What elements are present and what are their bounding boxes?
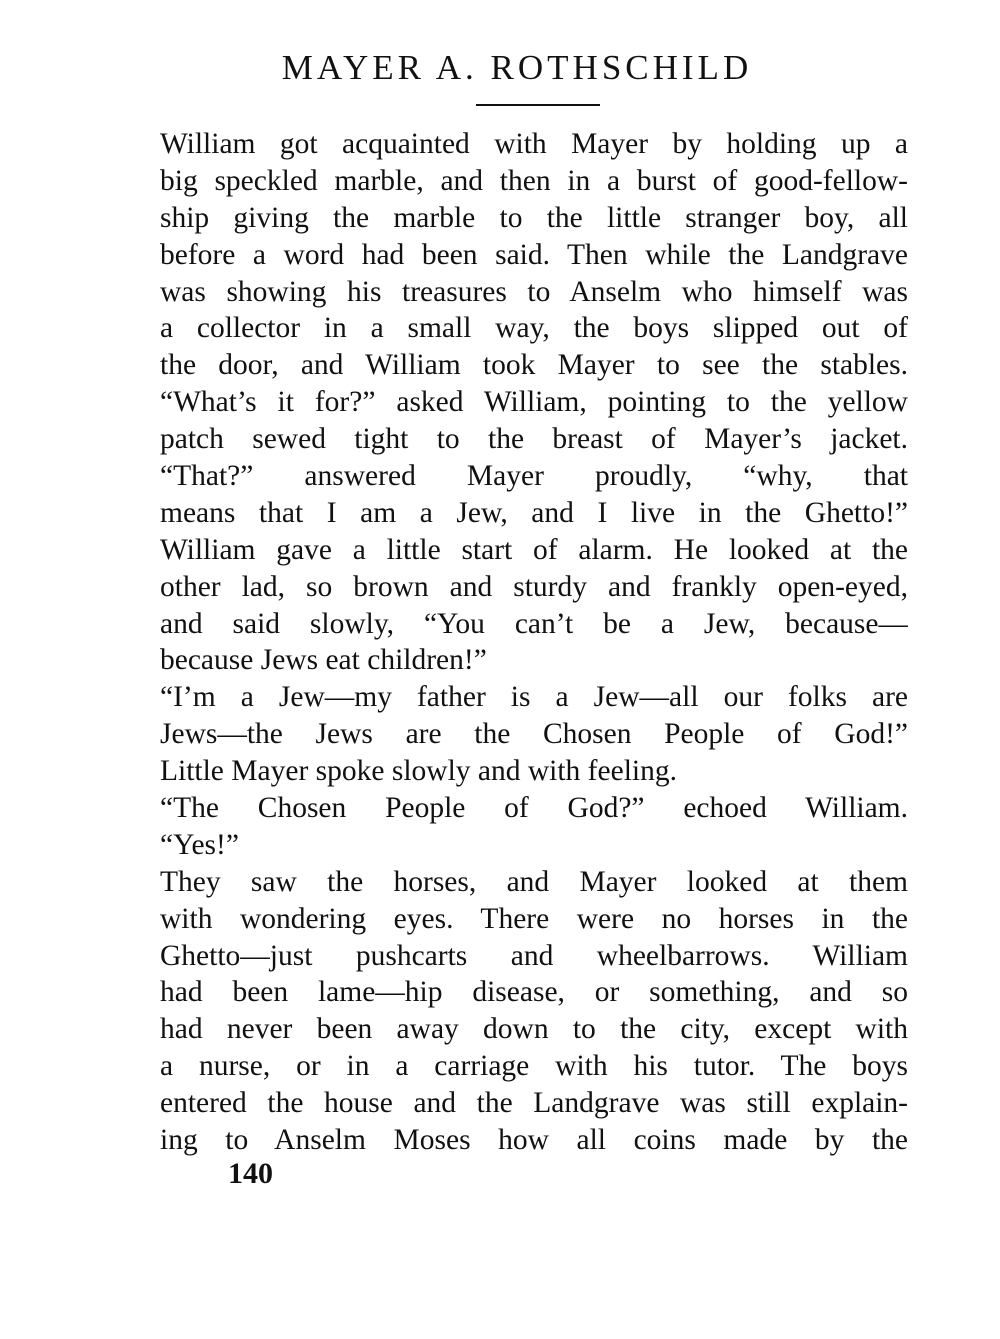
text-line: William gave a little start of alarm. He looked at the (160, 533, 908, 566)
text-line: “The Chosen People of God?” echoed William. (160, 792, 908, 825)
text-line: before a word had been said. Then while the Landgrave (160, 238, 908, 271)
text-line: “What’s it for?” asked William, pointing to the yellow (160, 386, 908, 419)
text-line: and said slowly, “You can’t be a Jew, because— (160, 607, 908, 640)
text-line: a collector in a small way, the boys slipped out of (160, 312, 908, 345)
text-line: ship giving the marble to the little stranger boy, all (160, 201, 908, 234)
text-line: “That?” answered Mayer proudly, “why, that (160, 460, 908, 493)
text-line: They saw the horses, and Mayer looked at them (160, 865, 908, 898)
text-line: means that I am a Jew, and I live in the Ghetto!” (160, 496, 908, 529)
page-number: 140 (228, 1157, 273, 1190)
text-line: entered the house and the Landgrave was still explain- (160, 1087, 908, 1120)
text-line: was showing his treasures to Anselm who himself was (160, 275, 908, 308)
text-line: ing to Anselm Moses how all coins made by the (160, 1124, 908, 1157)
text-line: “I’m a Jew—my father is a Jew—all our folks are (160, 681, 908, 714)
title-rule (476, 104, 600, 106)
text-line: Jews—the Jews are the Chosen People of God!” (160, 718, 908, 751)
text-line: with wondering eyes. There were no horses in the (160, 902, 908, 935)
running-title: MAYER A. ROTHSCHILD (281, 48, 753, 87)
text-line: William got acquainted with Mayer by holding up a (160, 128, 908, 160)
text-line: a nurse, or in a carriage with his tutor. The boys (160, 1050, 908, 1083)
text-line: had never been away down to the city, except with (160, 1013, 908, 1046)
text-line: patch sewed tight to the breast of Mayer’s jacket. (160, 423, 908, 456)
text-line: had been lame—hip disease, or something, and so (160, 976, 908, 1009)
text-line: other lad, so brown and sturdy and frankly open-eyed, (160, 570, 908, 603)
text-line: because Jews eat children!” (160, 644, 487, 677)
text-line: Ghetto—just pushcarts and wheelbarrows. William (160, 939, 908, 972)
text-line: big speckled marble, and then in a burst of good-fellow- (160, 164, 908, 197)
text-line: Little Mayer spoke slowly and with feeling. (160, 755, 677, 788)
body-text (160, 126, 908, 1159)
text-line: the door, and William took Mayer to see the stables. (160, 349, 908, 382)
text-line: “Yes!” (160, 828, 239, 861)
